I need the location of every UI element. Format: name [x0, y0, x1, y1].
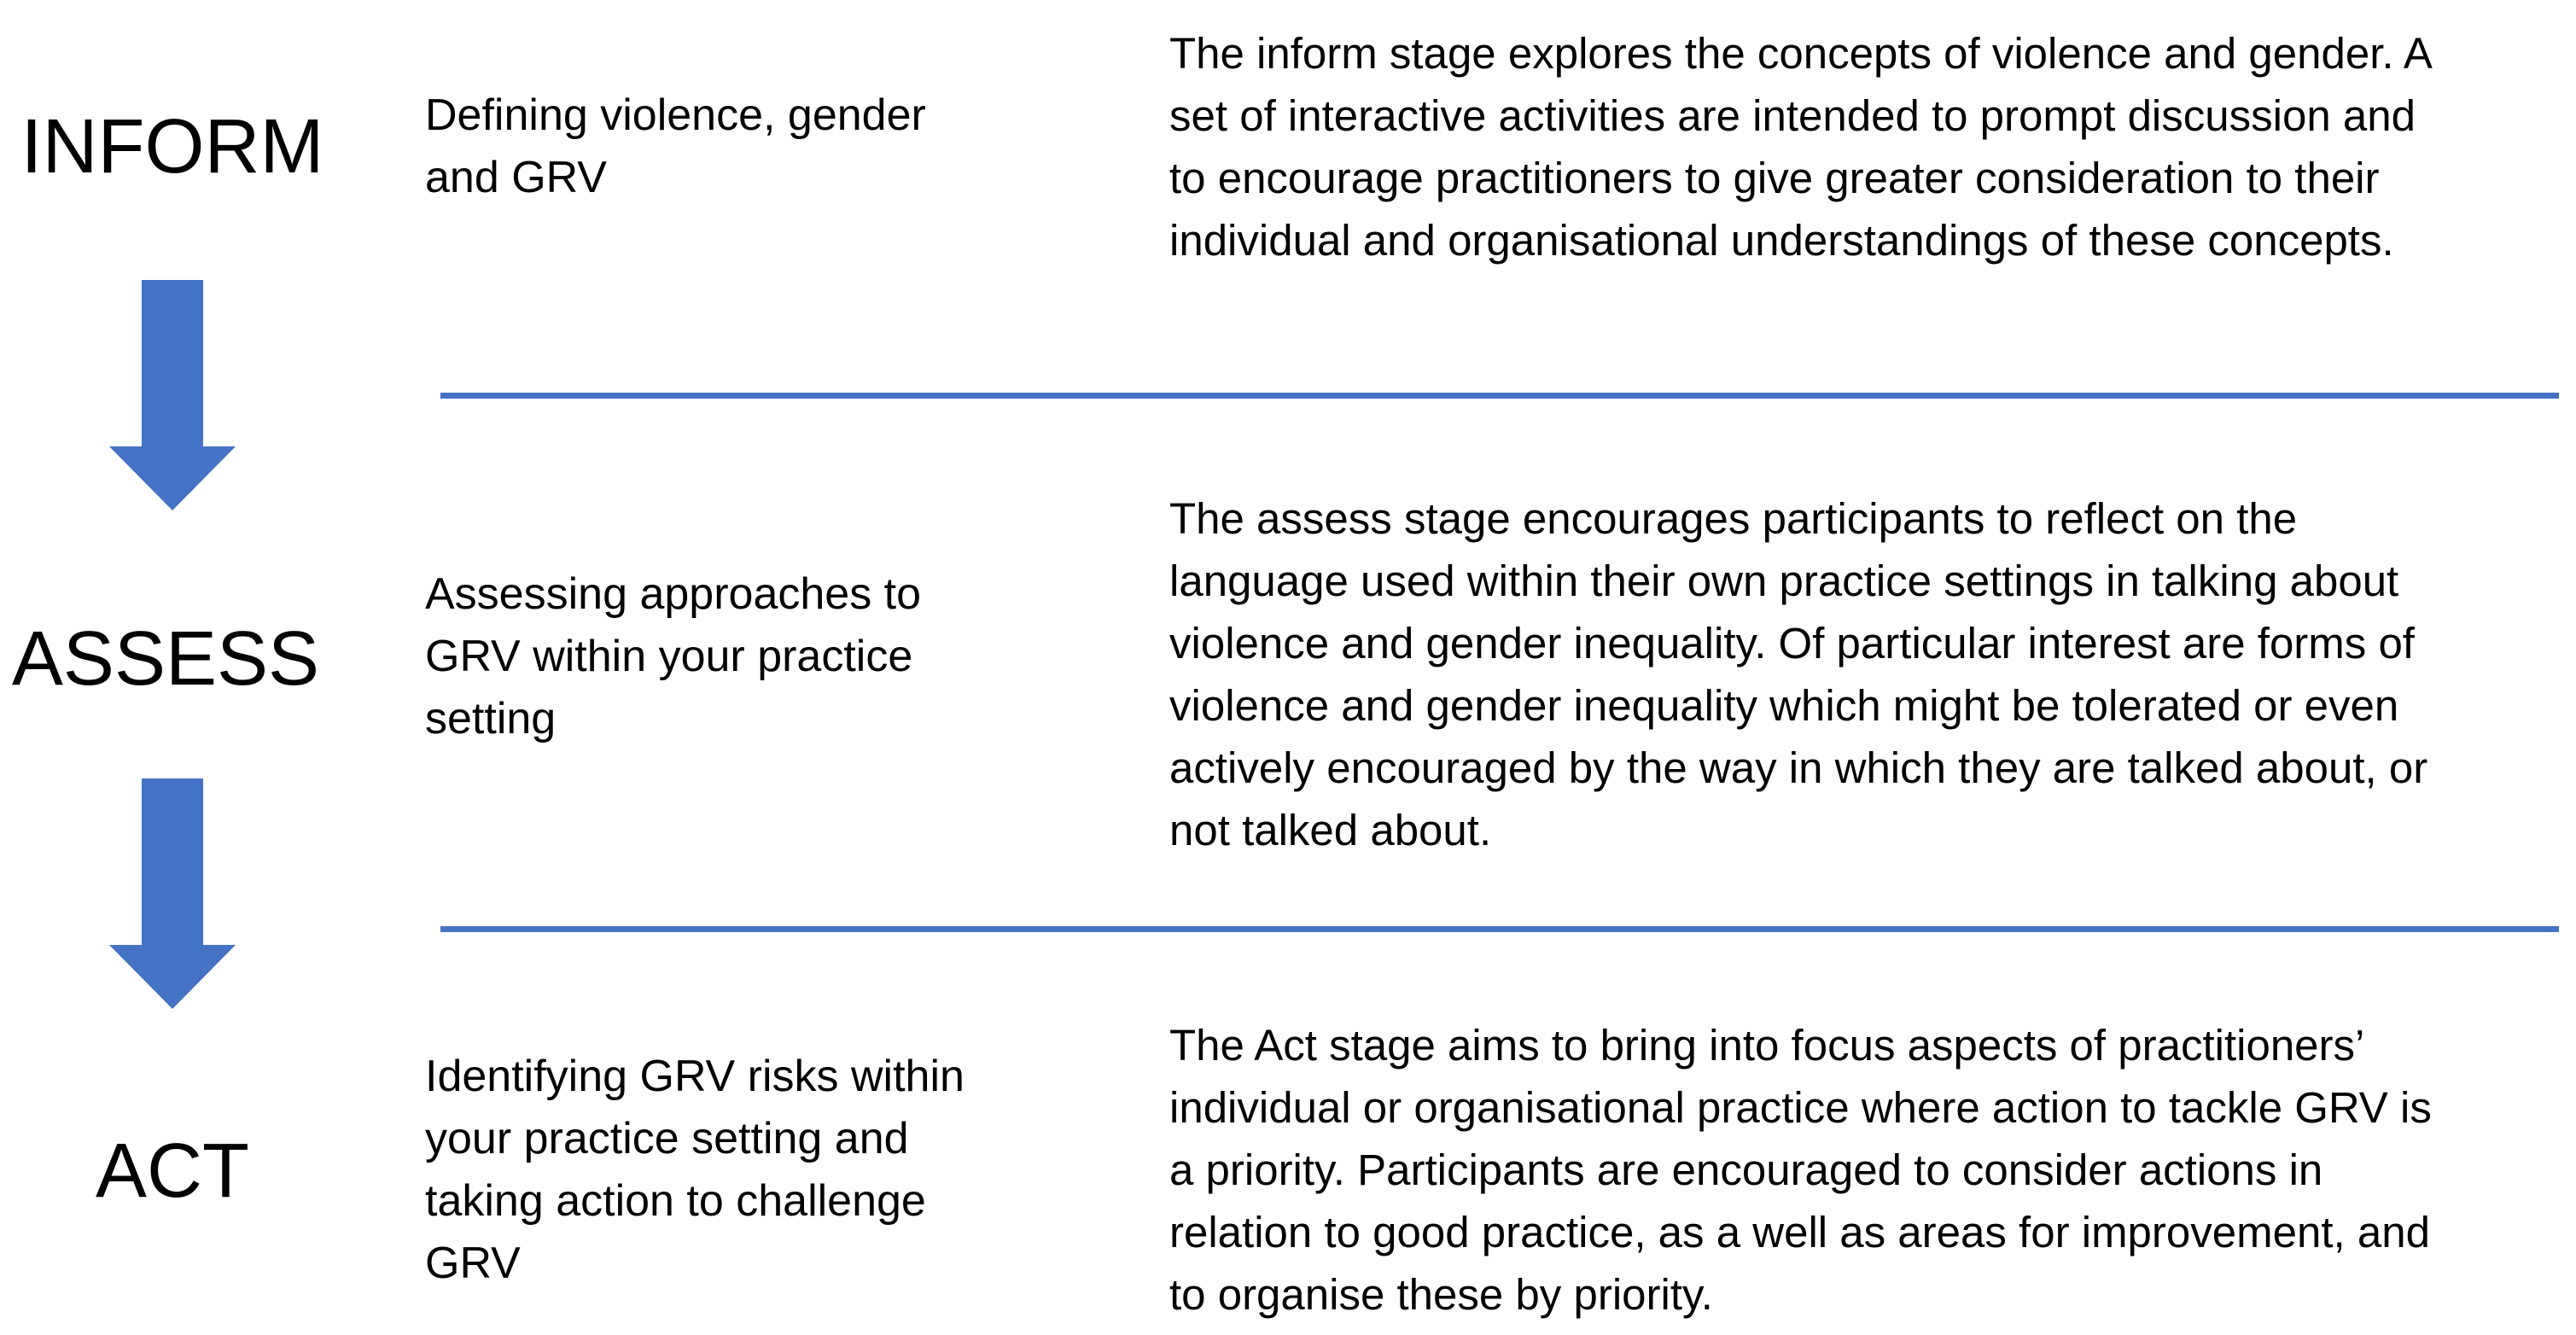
arrow-down-shape [109, 280, 236, 510]
divider-line [440, 926, 2559, 932]
arrow-down-icon [109, 778, 236, 1009]
stage-label-inform: INFORM [20, 104, 324, 189]
stage-label-act: ACT [96, 1128, 249, 1214]
arrow-down-shape [109, 778, 236, 1009]
stage-summary-act: Identifying GRV risks within your practice setting and taking action to challenge GRV [425, 1052, 965, 1288]
stage-description-act: The Act stage aims to bring into focus aspects of practitioners’ individual or organisational practice where action to tackle GRV is a priority. Participants are encouraged to consider actions in relation to good practice, as a well as areas for improvement, and to organise these by priority. [1169, 1021, 2432, 1319]
arrow-down-icon [109, 280, 236, 510]
stage-summary-assess: Assessing approaches to GRV within your practice setting [425, 569, 922, 743]
stage-summary-inform: Defining violence, gender and GRV [425, 90, 926, 202]
stage-description-assess: The assess stage encourages participants to reflect on the language used within their own practice settings in talking about violence and gender inequality. Of particular interest are forms of violence and gender inequality which might be tolerated or even actively encouraged by the way in which they are talked about, or not talked about. [1169, 494, 2428, 854]
stage-label-assess: ASSESS [11, 616, 320, 702]
divider-line [440, 393, 2559, 399]
stage-description-inform: The inform stage explores the concepts of violence and gender. A set of interactive activities are intended to prompt discussion and to encourage practitioners to give greater consideration to their individual and organisational understandings of these concepts. [1169, 29, 2433, 265]
